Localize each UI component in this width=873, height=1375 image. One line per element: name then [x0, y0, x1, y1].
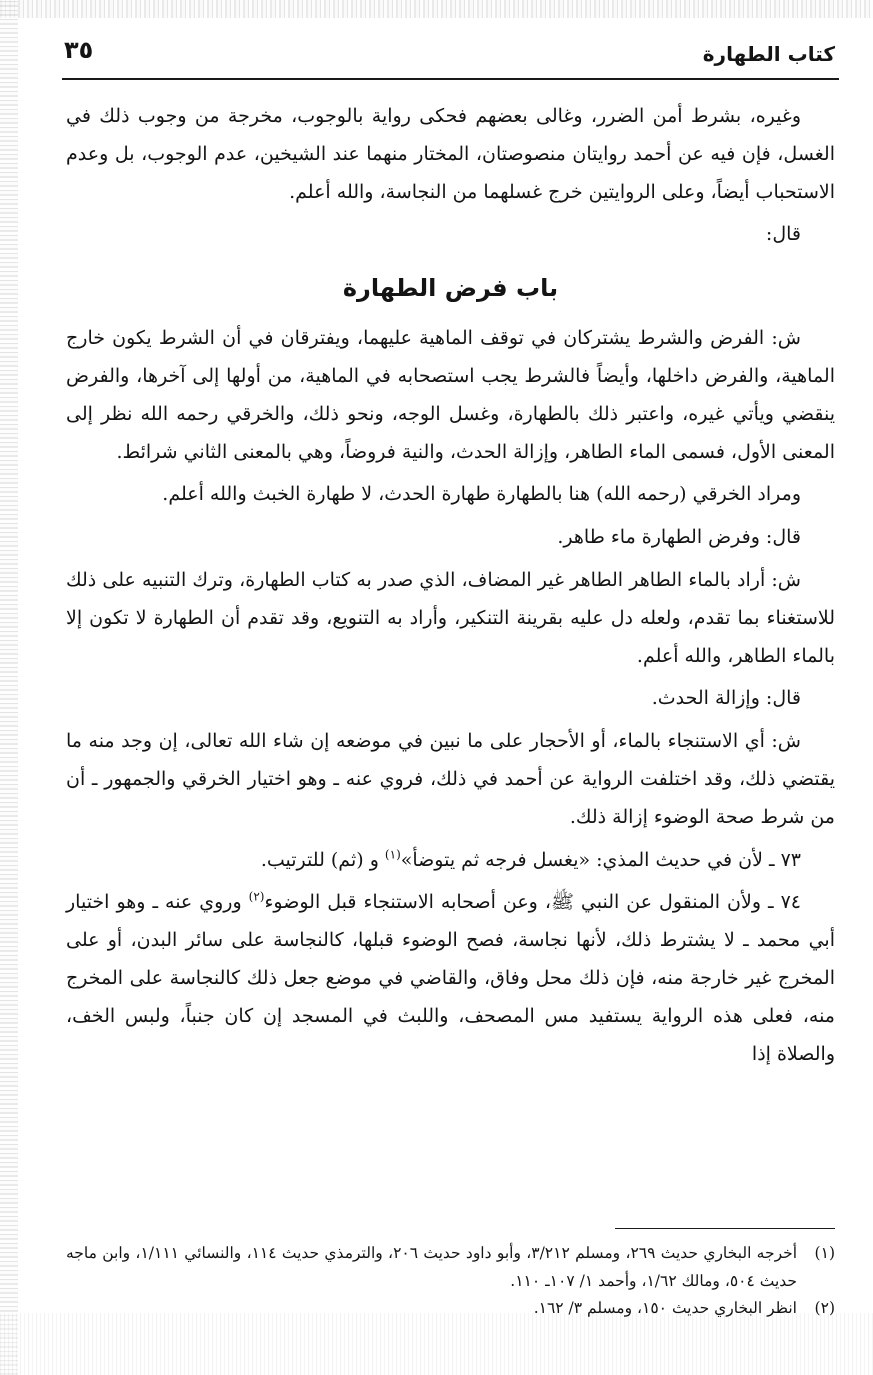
page-header: [62, 34, 839, 80]
hadith-text: ٧٣ ـ لأن في حديث المذي: «يغسل فرجه ثم يتوضأ»: [400, 848, 801, 871]
footnote-ref: (٢): [248, 890, 265, 905]
footnote-text: انظر البخاري حديث ١٥٠، ومسلم ٣/ ١٦٢.: [533, 1299, 797, 1317]
footnote-text: أخرجه البخاري حديث ٢٦٩، ومسلم ٣/٢١٢، وأبو داود حديث ٢٠٦، والترمذي حديث ١١٤، والنسائي ١/١١١، وابن ماجه حديث ٥٠٤، ومالك ١/٦٢، وأحمد ١/ ١٠٧ـ ١١٠.: [66, 1244, 798, 1290]
qal-line: قال: وفرض الطهارة ماء طاهر.: [557, 526, 801, 549]
footnotes: [66, 1240, 835, 1323]
footnote-divider: [615, 1228, 835, 1229]
qal-line: قال:: [765, 223, 801, 246]
paragraph: ش: أي الاستنجاء بالماء، أو الأحجار على ما نبين في موضعه إن شاء الله تعالى، إن وجد منه ما يقتضي ذلك، وقد اختلفت الرواية عن أحمد في ذلك، فروي عنه ـ وهو اختيار الخرقي والجمهور ـ أن من شرط صحة الوضوء إزالة ذلك.: [66, 730, 835, 828]
scan-noise-left: [0, 0, 18, 1375]
paragraph: ومراد الخرقي (رحمه الله) هنا بالطهارة طهارة الحدث، لا طهارة الخبث والله أعلم.: [162, 483, 801, 506]
footnote-number: (١): [814, 1244, 835, 1262]
page-body: [66, 98, 835, 1078]
hadith-text: و (ثم) للترتيب.: [260, 848, 385, 871]
chapter-title: باب فرض الطهارة: [342, 274, 559, 303]
hadith-text: وروي عنه ـ وهو اختيار أبي محمد ـ لا يشترط ذلك، لأنها نجاسة، فصح الوضوء قبلها، كالنجاسة على سائر البدن، أو على المخرج غير خارجة منه، فإن ذلك محل وفاق، والقاضي في موضع جعل ذلك كالنجاسة على المخرج منه، فعلى هذه الرواية يستفيد مس المصحف، واللبث في المسجد إن كان جنباً، ولبس الخف، والصلاة إذا: [66, 891, 835, 1065]
footnote-ref: (١): [384, 847, 401, 862]
hadith-text: ٧٤ ـ ولأن المنقول عن النبي ﷺ، وعن أصحابه الاستنجاء قبل الوضوء: [264, 891, 801, 914]
paragraph: وغيره، بشرط أمن الضرر، وغالى بعضهم فحكى رواية بالوجوب، مخرجة من وجوب ذلك في الغسل، فإن فيه عن أحمد روايتان منصوصتان، المختار منهما عند الشيخين، عدم الوجوب، بل وعدم الاستحباب أيضاً، وعلى الروايتين خرج غسلهما من النجاسة، والله أعلم.: [66, 105, 835, 203]
running-title: كتاب الطهارة: [702, 42, 835, 66]
paragraph: ش: الفرض والشرط يشتركان في توقف الماهية عليهما، ويفترقان في أن الشرط يكون خارج الماهية، والفرض داخلها، وأيضاً فالشرط يجب استصحابه في الماهية، من أولها إلى آخرها، والفرض ينقضي ويأتي غيره، واعتبر ذلك بالطهارة، وغسل الوجه، ونحو ذلك، والخرقي رحمه الله نظر إلى المعنى الأول، فسمى الماء الطاهر، وإزالة الحدث، والنية فروضاً، وهي بالمعنى الثاني شرائط.: [66, 327, 835, 463]
hadith-74: [66, 884, 835, 1073]
footnote: [66, 1240, 835, 1295]
footnote-number: (٢): [814, 1299, 835, 1317]
scan-noise-top: [0, 0, 873, 18]
hadith-73: [66, 842, 835, 880]
paragraph: ش: أراد بالماء الطاهر الطاهر غير المضاف، الذي صدر به كتاب الطهارة، وترك التنبيه على ذلك للاستغناء بما تقدم، ولعله دل عليه بقرينة التنكير، وأراد به التنويع، وقد تقدم أن الطهارة لا تكون إلا بالماء الطاهر، والله أعلم.: [66, 568, 835, 667]
page-number: ٣٥: [64, 36, 94, 64]
footnote: [66, 1295, 835, 1323]
qal-line: قال: وإزالة الحدث.: [651, 687, 801, 710]
